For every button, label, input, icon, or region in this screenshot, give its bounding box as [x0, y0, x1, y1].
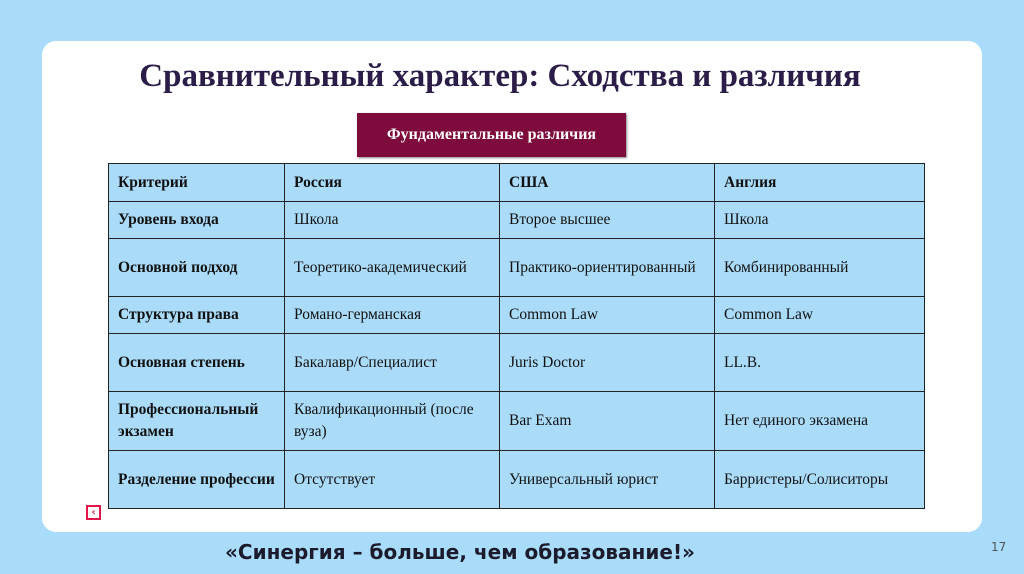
table-header-row	[109, 164, 925, 202]
table-row	[109, 297, 925, 334]
slogan: «Синергия – больше, чем образование!»	[225, 540, 695, 564]
section-badge: Фундаментальные различия	[357, 113, 626, 157]
slide-title: Сравнительный характер: Сходства и различия	[139, 58, 861, 94]
table-cell: Отсутствует	[285, 451, 500, 509]
table-cell: Универсальный юрист	[500, 451, 715, 509]
table-cell: Теоретико-академический	[285, 239, 500, 297]
table-cell: Нет единого экзамена	[715, 392, 925, 451]
table-cell: Common Law	[715, 297, 925, 334]
table-cell: Практико-ориентированный	[500, 239, 715, 297]
table-cell: Структура права	[109, 297, 285, 334]
table-cell: Common Law	[500, 297, 715, 334]
table-cell: Разделение профессии	[109, 451, 285, 509]
table-cell: Второе высшее	[500, 202, 715, 239]
table-row	[109, 334, 925, 392]
table-cell: Школа	[715, 202, 925, 239]
table-cell: Основной подход	[109, 239, 285, 297]
column-header: Критерий	[109, 164, 285, 202]
column-header: Россия	[285, 164, 500, 202]
table-cell: Уровень входа	[109, 202, 285, 239]
table-cell: Бакалавр/Специалист	[285, 334, 500, 392]
table-cell: Школа	[285, 202, 500, 239]
page-number: 17	[991, 540, 1007, 554]
table-cell: LL.B.	[715, 334, 925, 392]
table-row	[109, 202, 925, 239]
table-cell: Основная степень	[109, 334, 285, 392]
table-row	[109, 239, 925, 297]
comparison-table	[108, 163, 925, 509]
table-row	[109, 392, 925, 451]
column-header: Англия	[715, 164, 925, 202]
table-cell: Профессиональный экзамен	[109, 392, 285, 451]
table-row	[109, 451, 925, 509]
table-cell: Квалификационный (после вуза)	[285, 392, 500, 451]
table-cell: Романо-германская	[285, 297, 500, 334]
table-cell: Juris Doctor	[500, 334, 715, 392]
back-icon[interactable]: ‹	[86, 505, 101, 520]
table-cell: Барристеры/Солиситоры	[715, 451, 925, 509]
column-header: США	[500, 164, 715, 202]
table-cell: Комбинированный	[715, 239, 925, 297]
table-cell: Bar Exam	[500, 392, 715, 451]
